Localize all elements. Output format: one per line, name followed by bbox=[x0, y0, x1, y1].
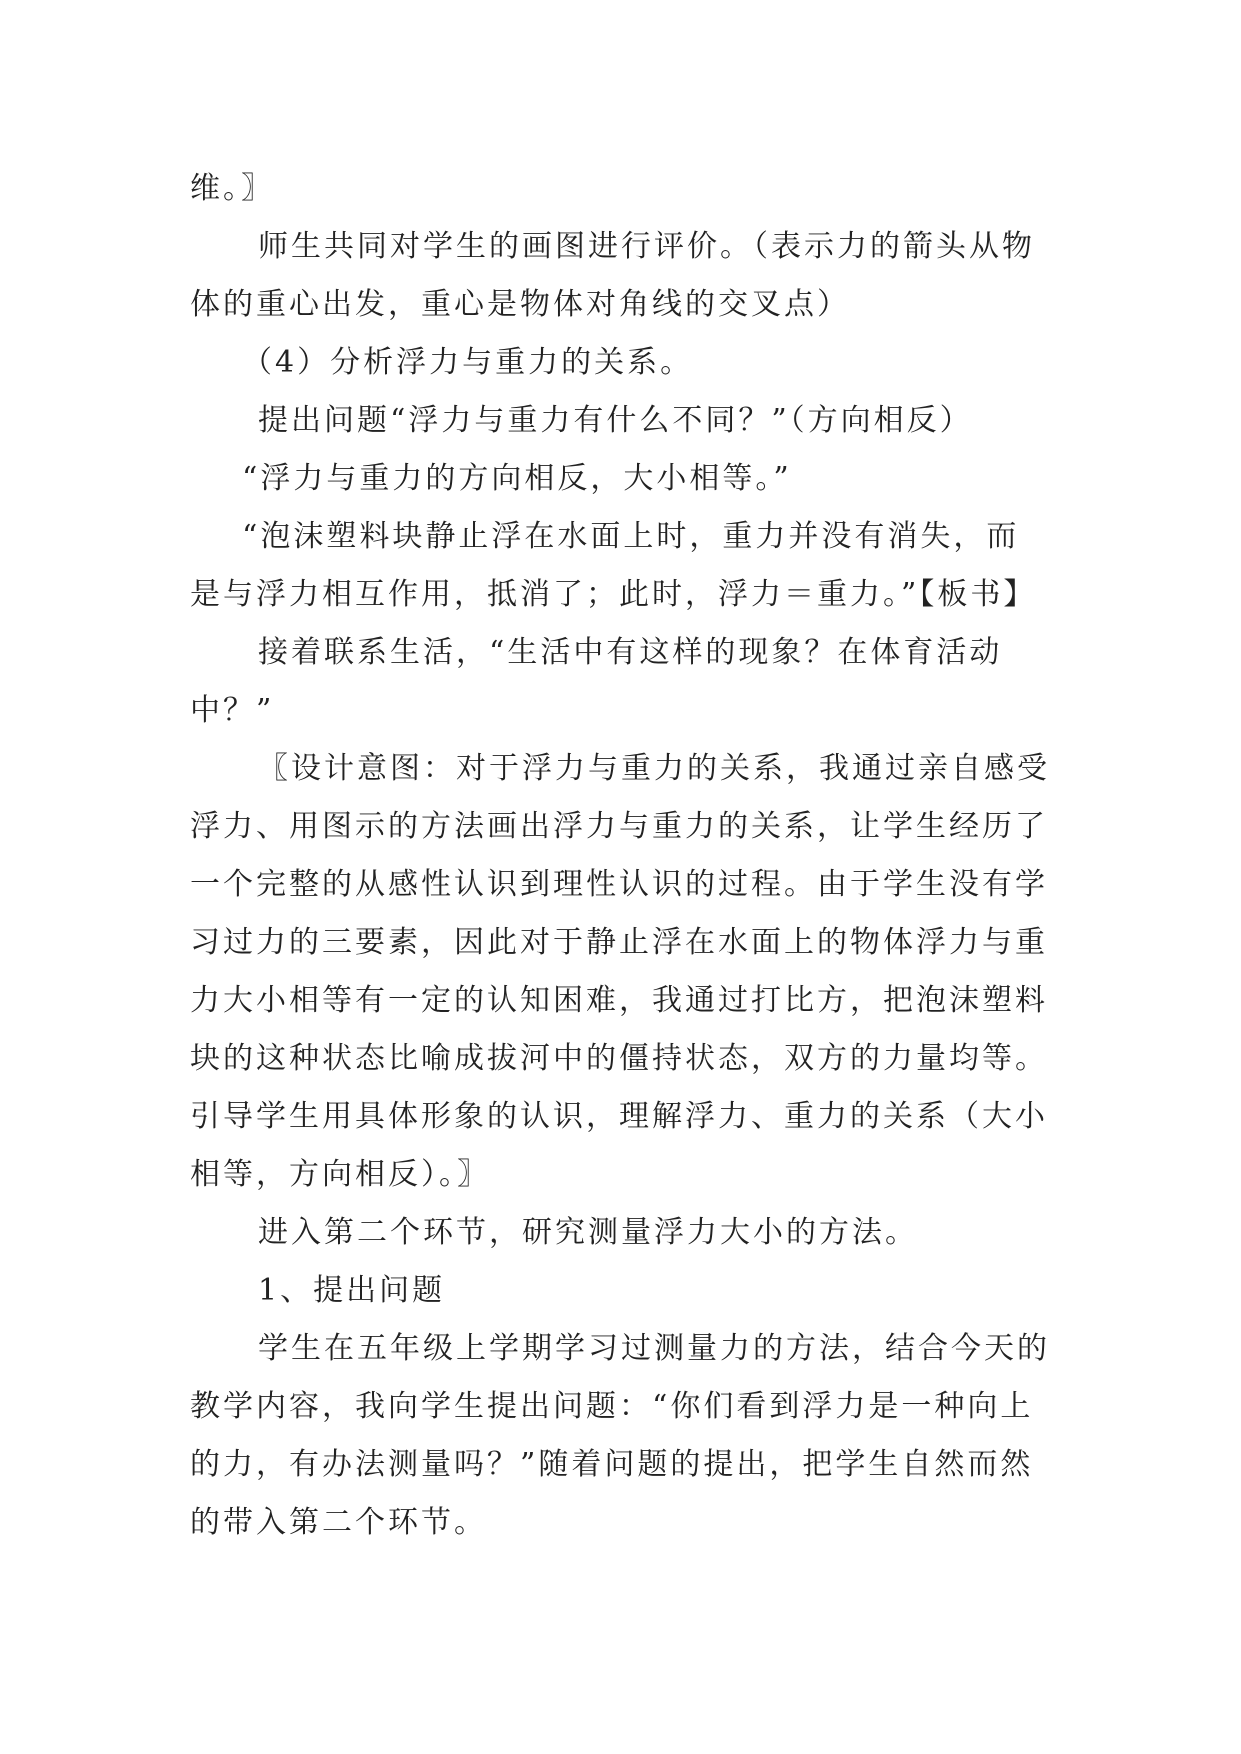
text-line: 是与浮力相互作用，抵消了；此时，浮力＝重力。”【板书】 bbox=[190, 577, 1037, 612]
subsection-heading: 1、提出问题 bbox=[258, 1273, 446, 1308]
paragraph-line: 进入第二个环节，研究测量浮力大小的方法。 bbox=[258, 1215, 918, 1250]
text-line: 的带入第二个环节。 bbox=[190, 1505, 487, 1540]
text-line: 引导学生用具体形象的认识，理解浮力、重力的关系（大小 bbox=[190, 1099, 1048, 1134]
paragraph-line: 接着联系生活，“生活中有这样的现象？在体育活动 bbox=[258, 635, 1003, 670]
text-line: 相等，方向相反）。〗 bbox=[190, 1157, 490, 1192]
text-line: 维。〗 bbox=[190, 171, 274, 206]
quote-line: “浮力与重力的方向相反，大小相等。” bbox=[242, 461, 792, 496]
text-line: 浮力、用图示的方法画出浮力与重力的关系，让学生经历了 bbox=[190, 809, 1048, 844]
text-line: 力大小相等有一定的认知困难，我通过打比方，把泡沫塑料 bbox=[190, 983, 1048, 1018]
text-line: 中？” bbox=[190, 693, 275, 728]
text-line: 教学内容，我向学生提出问题：“你们看到浮力是一种向上 bbox=[190, 1389, 1034, 1424]
paragraph-line: 学生在五年级上学期学习过测量力的方法，结合今天的 bbox=[258, 1331, 1050, 1366]
text-line: 块的这种状态比喻成拔河中的僵持状态，双方的力量均等。 bbox=[190, 1041, 1048, 1076]
text-line: 体的重心出发，重心是物体对角线的交叉点） bbox=[190, 287, 850, 322]
paragraph-line: 师生共同对学生的画图进行评价。（表示力的箭头从物 bbox=[258, 229, 1035, 264]
design-intent-line: 〖设计意图：对于浮力与重力的关系，我通过亲自感受 bbox=[258, 751, 1050, 786]
quote-line: “泡沫塑料块静止浮在水面上时，重力并没有消失，而 bbox=[242, 519, 1020, 554]
section-heading: （4）分析浮力与重力的关系。 bbox=[242, 345, 694, 380]
text-line: 的力，有办法测量吗？”随着问题的提出，把学生自然而然 bbox=[190, 1447, 1034, 1482]
paragraph-line: 提出问题“浮力与重力有什么不同？”（方向相反） bbox=[258, 403, 973, 438]
text-line: 习过力的三要素，因此对于静止浮在水面上的物体浮力与重 bbox=[190, 925, 1048, 960]
document-page bbox=[190, 160, 1055, 1552]
text-line: 一个完整的从感性认识到理性认识的过程。由于学生没有学 bbox=[190, 867, 1048, 902]
